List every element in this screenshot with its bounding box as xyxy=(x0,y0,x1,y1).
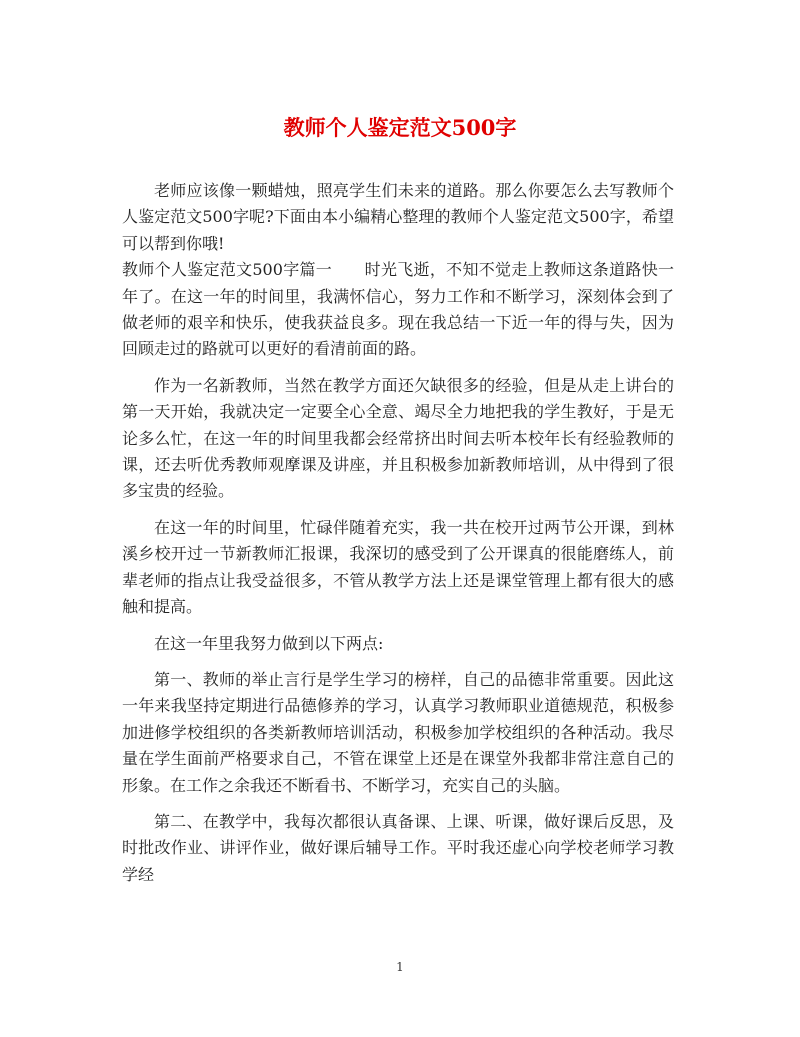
paragraph-new-teacher: 作为一名新教师，当然在教学方面还欠缺很多的经验，但是从走上讲台的第一天开始，我就决定一定要全心全意、竭尽全力地把我的学生教好，于是无论多么忙，在这一年的时间里我都会经常挤出时间去听本校年长有经验教师的课，还去听优秀教师观摩课及讲座，并且积极参加新教师培训，从中得到了很多宝贵的经验。 xyxy=(122,375,674,501)
paragraph-point-one: 第一、教师的举止言行是学生学习的榜样，自己的品德非常重要。因此这一年来我坚持定期进行品德修养的学习，认真学习教师职业道德规范，积极参加进修学校组织的各类新教师培训活动，积极参加学校组织的各种活动。我尽量在学生面前严格要求自己，不管在课堂上还是在课堂外我都非常注意自己的形象。在工作之余我还不断看书、不断学习，充实自己的头脑。 xyxy=(122,669,674,795)
paragraph-open-class: 在这一年的时间里，忙碌伴随着充实，我一共在校开过两节公开课，到林溪乡校开过一节新教师汇报课，我深切的感受到了公开课真的很能磨练人，前辈老师的指点让我受益很多，不管从教学方法上还是课堂管理上都有很大的感触和提高。 xyxy=(122,517,674,617)
paragraph-two-points: 在这一年里我努力做到以下两点: xyxy=(154,633,384,653)
page-number: 1 xyxy=(396,960,404,974)
document-body xyxy=(122,178,674,888)
paragraph-point-two: 第二、在教学中，我每次都很认真备课、上课、听课，做好课后反思，及时批改作业、讲评作业，做好课后辅导工作。平时我还虚心向学校老师学习教学经 xyxy=(122,811,674,884)
paragraph-intro: 老师应该像一颗蜡烛，照亮学生们未来的道路。那么你要怎么去写教师个人鉴定范文500字呢?下面由本小编精心整理的教师个人鉴定范文500字，希望可以帮到你哦! xyxy=(122,181,674,253)
document-title: 教师个人鉴定范文500字 xyxy=(283,115,517,140)
paragraph-chapter-one: 教师个人鉴定范文500字篇一 时光飞逝，不知不觉走上教师这条道路快一年了。在这一年的时间里，我满怀信心，努力工作和不断学习，深刻体会到了做老师的艰辛和快乐，使我获益良多。现在我总结一下近一年的得与失，因为回顾走过的路就可以更好的看清前面的路。 xyxy=(122,260,674,359)
